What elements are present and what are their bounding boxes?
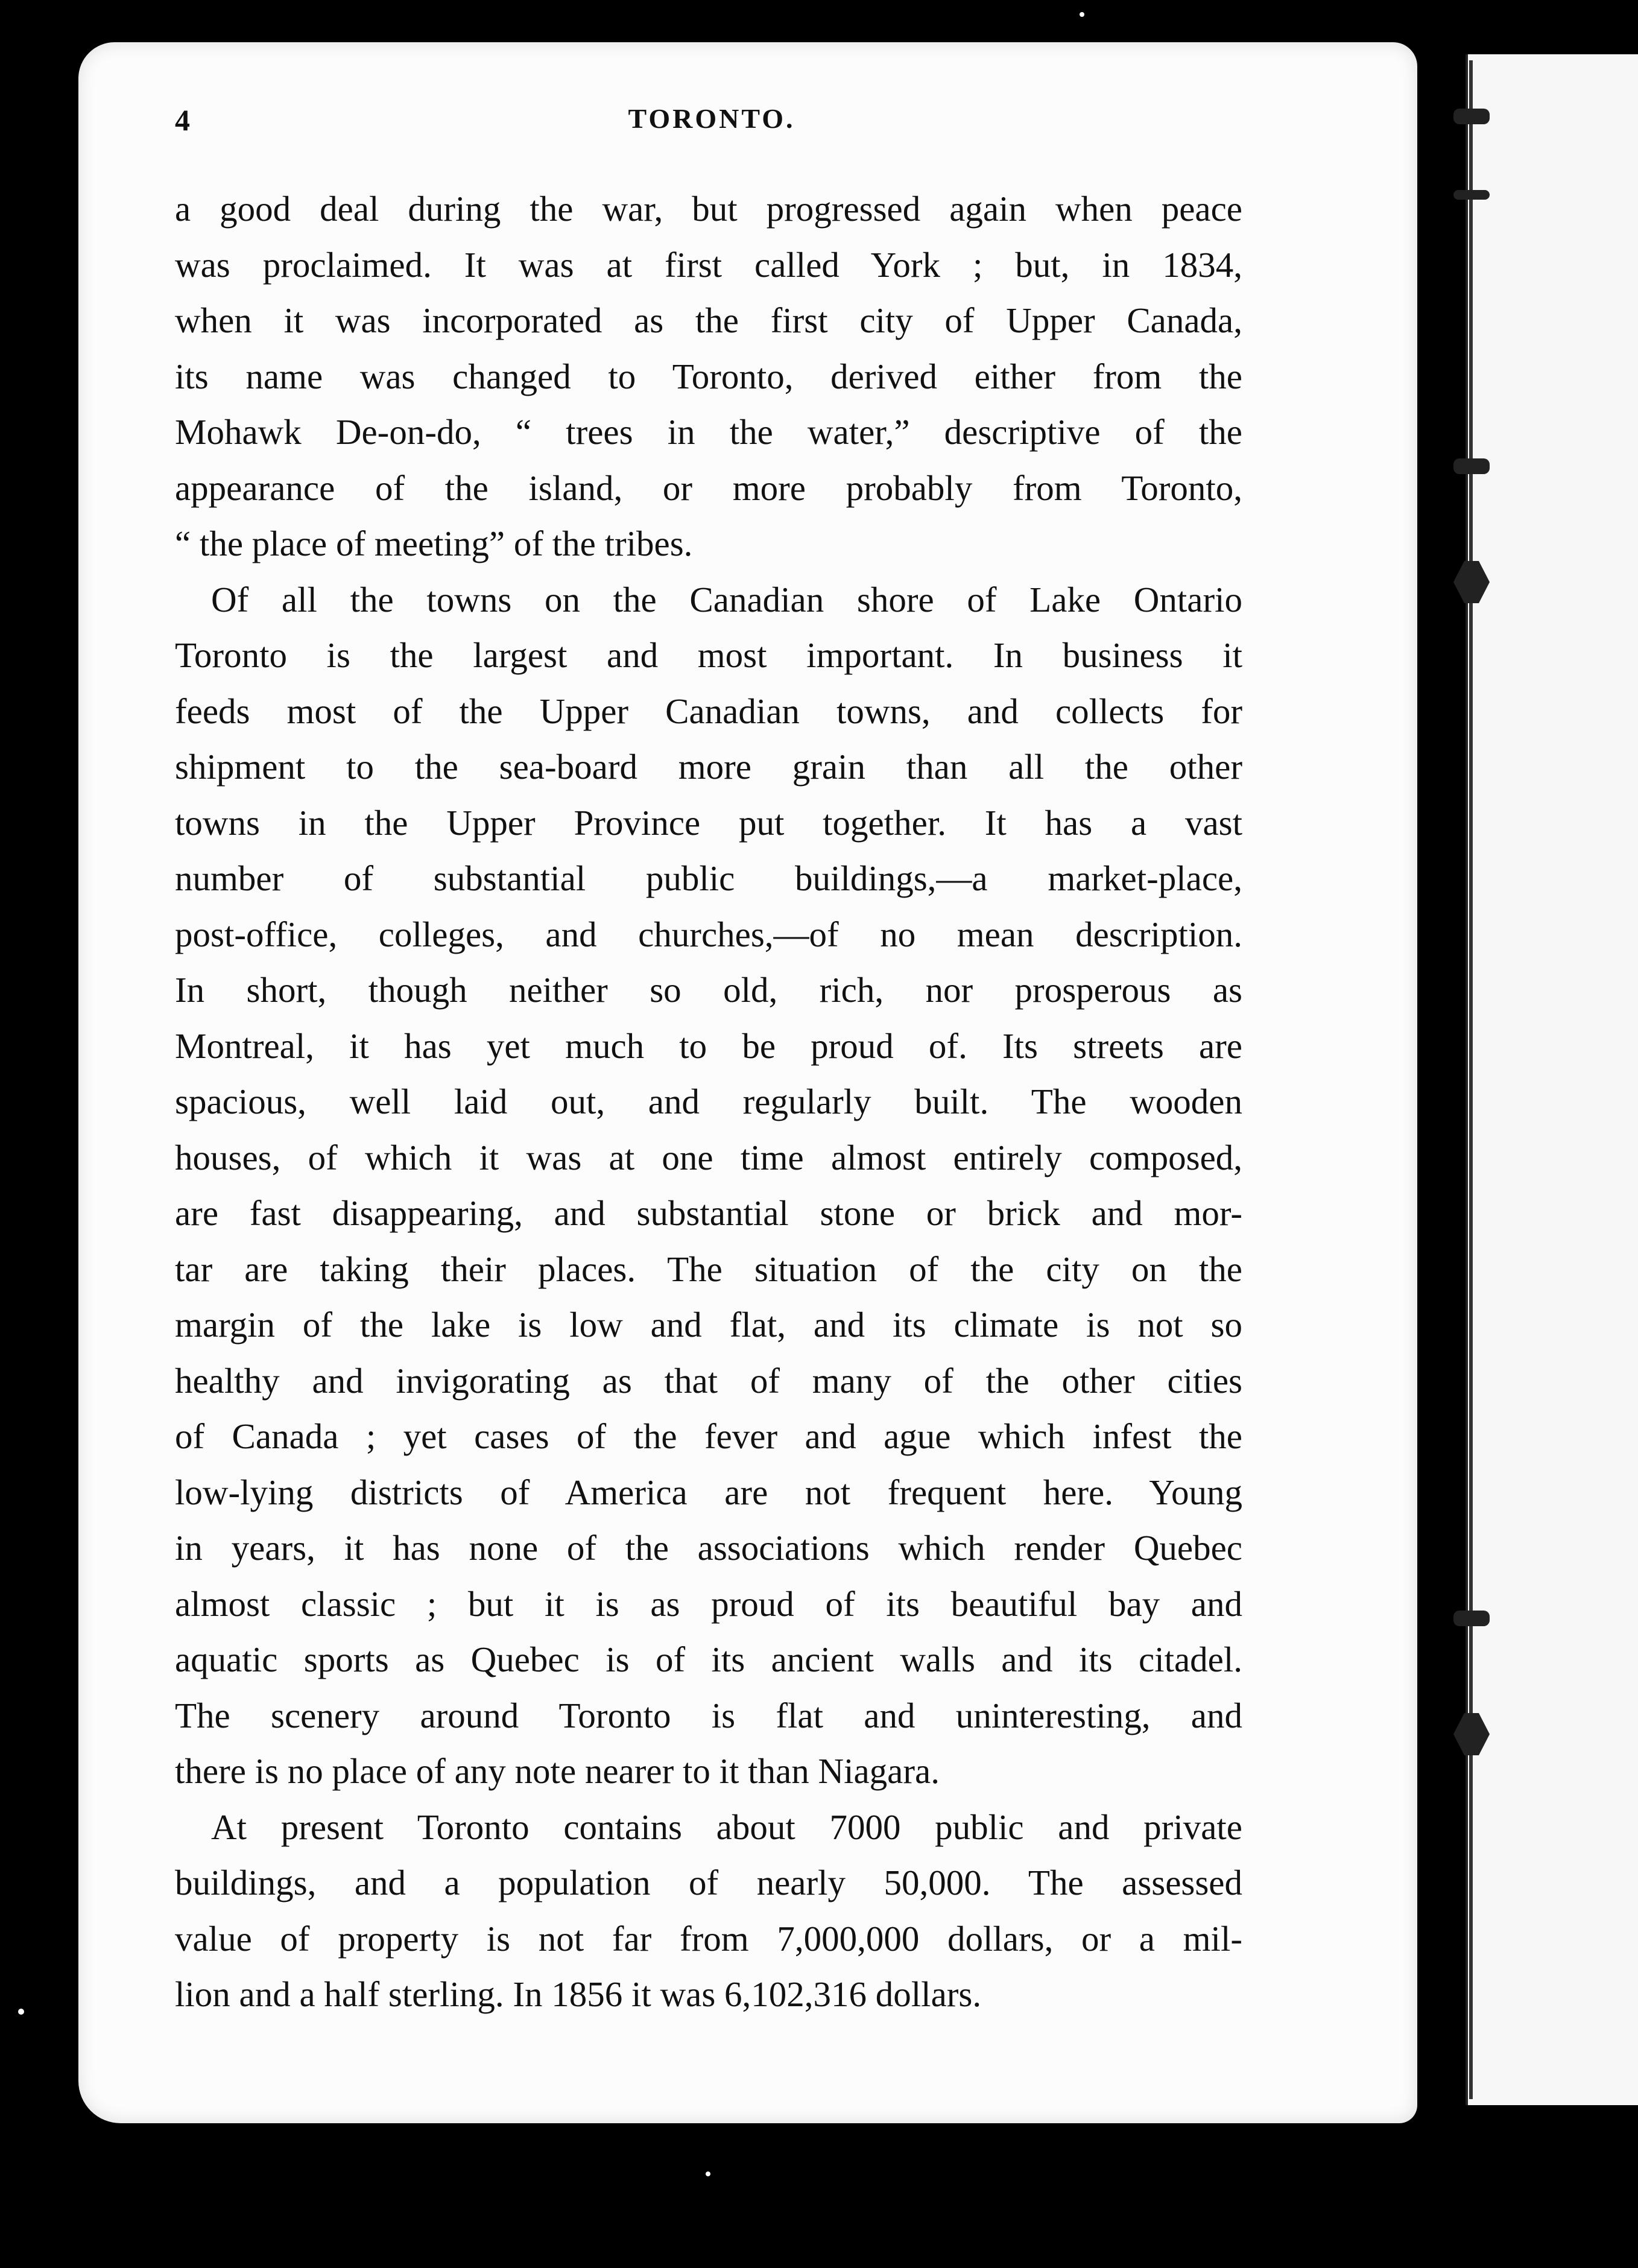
text-line: healthy and invigorating as that of many of the other cities	[175, 1360, 1242, 1401]
stitch-mark	[1453, 458, 1490, 474]
binding-thread	[1469, 60, 1473, 2099]
text-line: a good deal during the war, but progressed again when peace	[175, 189, 1242, 229]
stitch-knot	[1453, 1713, 1490, 1755]
text-line: aquatic sports as Quebec is of its ancient walls and its citadel.	[175, 1639, 1242, 1679]
text-line: when it was incorporated as the first city of Upper Canada,	[175, 300, 1242, 340]
text-line: was proclaimed. It was at first called York ; but, in 1834,	[175, 244, 1242, 285]
text-line: Mohawk De-on-do, “ trees in the water,” descriptive of the	[175, 412, 1242, 452]
text-line: appearance of the island, or more probably from Toronto,	[175, 467, 1242, 508]
text-line: almost classic ; but it is as proud of its beautiful bay and	[175, 1583, 1242, 1624]
text-line: At present Toronto contains about 7000 public and private	[211, 1807, 1242, 1847]
dust-speck	[1080, 12, 1084, 17]
text-line: lion and a half sterling. In 1856 it was 6,102,316 dollars.	[175, 1974, 982, 2014]
text-line: Montreal, it has yet much to be proud of. Its streets are	[175, 1025, 1242, 1066]
stitch-mark	[1453, 109, 1490, 124]
running-head: TORONTO.	[628, 103, 795, 134]
page-header	[175, 103, 1248, 145]
body-text	[175, 181, 1242, 2023]
stitch-mark	[1453, 1611, 1490, 1626]
text-line: its name was changed to Toronto, derived either from the	[175, 356, 1242, 396]
binding-stitches	[1453, 60, 1490, 2099]
paragraph	[175, 572, 1242, 1799]
text-line: margin of the lake is low and flat, and its climate is not so	[175, 1305, 1242, 1345]
stitch-knot	[1453, 561, 1490, 603]
text-line: “ the place of meeting” of the tribes.	[175, 524, 693, 563]
text-line: number of substantial public buildings,—a market-place,	[175, 858, 1242, 898]
text-line: buildings, and a population of nearly 50,000. The assessed	[175, 1863, 1242, 1902]
paragraph	[175, 1799, 1242, 2023]
stitch-mark	[1453, 190, 1490, 200]
text-line: tar are taking their places. The situation of the city on the	[175, 1249, 1242, 1289]
text-line: there is no place of any note nearer to it than Niagara.	[175, 1751, 940, 1791]
text-line: Toronto is the largest and most important. In business it	[175, 635, 1242, 675]
text-line: The scenery around Toronto is flat and uninteresting, and	[175, 1695, 1242, 1735]
text-line: spacious, well laid out, and regularly built. The wooden	[175, 1082, 1242, 1121]
text-line: of Canada ; yet cases of the fever and ague which infest the	[175, 1416, 1242, 1456]
text-line: towns in the Upper Province put together. It has a vast	[175, 802, 1242, 843]
text-line: In short, though neither so old, rich, nor prosperous as	[175, 970, 1242, 1010]
dust-speck	[18, 2009, 24, 2015]
text-line: value of property is not far from 7,000,000 dollars, or a mil-	[175, 1918, 1242, 1959]
text-line: Of all the towns on the Canadian shore of Lake Ontario	[211, 579, 1242, 619]
text-line: feeds most of the Upper Canadian towns, and collects for	[175, 691, 1242, 731]
dust-speck	[706, 2171, 710, 2176]
text-line: low-lying districts of America are not frequent here. Young	[175, 1472, 1242, 1512]
adjacent-page-edge	[1466, 54, 1638, 2105]
text-line: are fast disappearing, and substantial stone or brick and mor-	[175, 1193, 1242, 1233]
paragraph	[175, 181, 1242, 572]
text-line: in years, it has none of the associations which render Quebec	[175, 1528, 1242, 1568]
text-line: shipment to the sea-board more grain than all the other	[175, 747, 1242, 787]
text-line: post-office, colleges, and churches,—of no mean description.	[175, 914, 1242, 954]
text-line: houses, of which it was at one time almost entirely composed,	[175, 1137, 1242, 1177]
page-number: 4	[175, 103, 190, 137]
